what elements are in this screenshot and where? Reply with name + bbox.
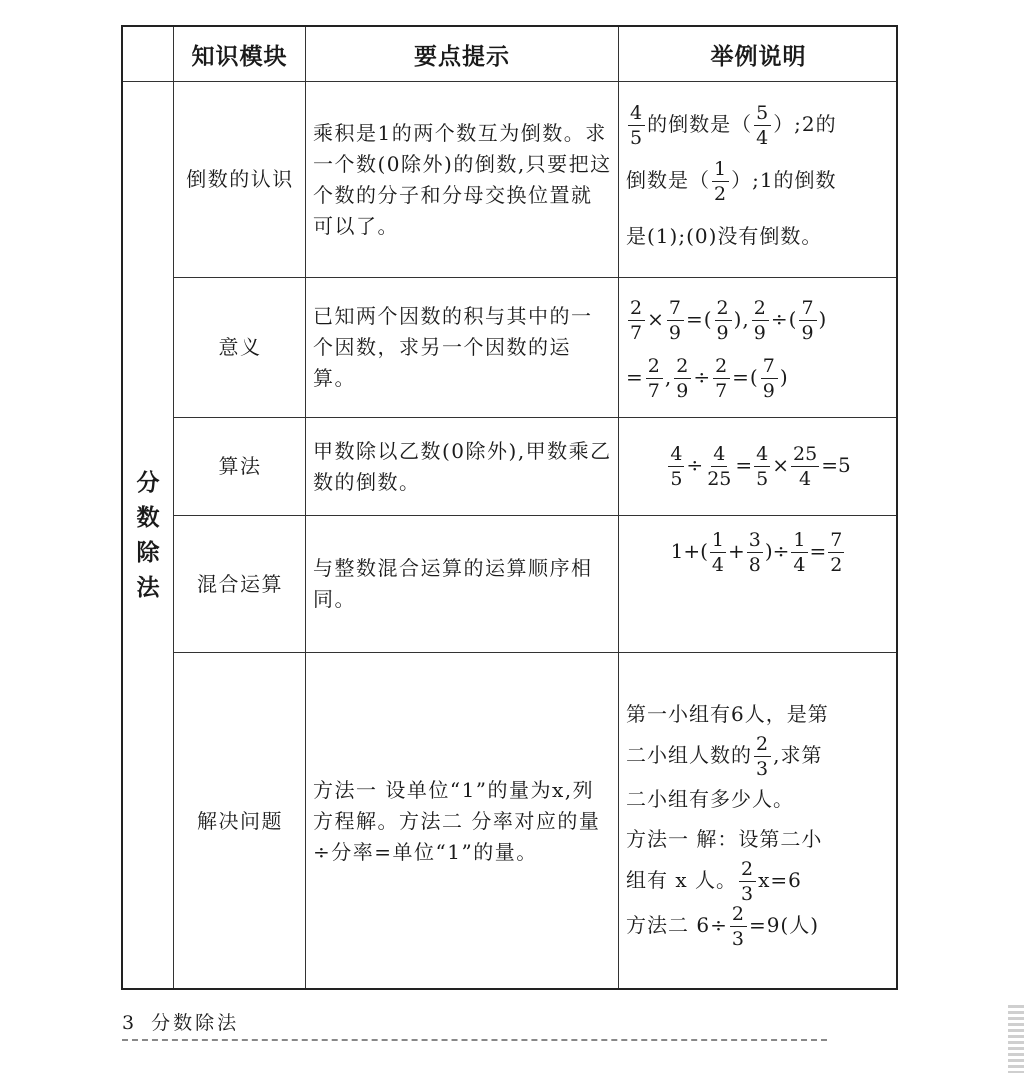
tip-reciprocal — [306, 82, 618, 277]
example-fragment: 是(1);(0)没有倒数。 — [626, 223, 823, 248]
example-meaning — [619, 278, 898, 417]
section-char: 除 — [136, 540, 160, 566]
fraction: $\frac{2}{7}$ — [647, 354, 661, 402]
page-number: 3 — [122, 1012, 138, 1034]
header-module: 知识模块 — [191, 43, 288, 70]
fraction: $\frac{2}{9}$ — [753, 296, 767, 344]
operator: ÷ — [686, 453, 704, 477]
operator: ÷ — [693, 364, 712, 389]
example-algorithm — [619, 418, 898, 515]
fraction: $\frac{2}{3}$ — [731, 903, 745, 950]
header-examples: 举例说明 — [710, 43, 807, 70]
module-label: 意义 — [218, 335, 262, 359]
example-fragment: 组有 x 人。 — [626, 868, 737, 892]
operator: ), — [733, 306, 750, 331]
example-line: 二小组有多少人。 — [626, 787, 794, 811]
example-fragment: 二小组人数的 — [626, 743, 752, 767]
fraction: $\frac{7}{9}$ — [762, 354, 776, 402]
module-meaning — [174, 278, 305, 417]
example-equation — [626, 290, 827, 406]
section-char: 分 — [136, 470, 160, 496]
page-edge-marks — [1008, 1005, 1024, 1073]
fraction: $\frac{2}{3}$ — [756, 733, 770, 780]
fraction: $\frac{3}{8}$ — [748, 529, 761, 576]
example-text — [626, 96, 837, 264]
operator: =( — [685, 306, 713, 331]
fraction: $\frac{25}{4}$ — [793, 443, 818, 490]
footer-divider — [122, 1039, 827, 1041]
module-label: 解决问题 — [197, 809, 283, 833]
operator: = — [735, 453, 753, 477]
operator: × — [647, 306, 665, 331]
module-label: 倒数的认识 — [186, 167, 294, 191]
header-blank — [123, 27, 173, 81]
example-text — [626, 694, 829, 949]
operator: ) — [779, 364, 789, 389]
fraction: $\frac{2}{7}$ — [715, 354, 729, 402]
tip-algorithm — [306, 418, 618, 515]
tip-text: 乘积是1的两个数互为倒数。求一个数(0除外)的倒数,只要把这个数的分子和分母交换位置就可以了。 — [313, 120, 612, 238]
example-fragment: x=6 — [758, 868, 802, 892]
example-line: 方法一 解：设第二小 — [626, 827, 823, 851]
operator: ÷( — [770, 306, 798, 331]
operator: = — [809, 539, 827, 563]
example-fragment: 方法二 6÷ — [626, 913, 728, 937]
example-fragment: 倒数是（ — [626, 167, 710, 192]
header-tips: 要点提示 — [414, 43, 510, 70]
section-char: 数 — [136, 505, 160, 531]
knowledge-table — [121, 25, 898, 990]
module-mixed — [174, 516, 305, 652]
module-label: 算法 — [218, 454, 262, 478]
example-fragment: =9(人) — [748, 913, 820, 937]
fraction: $\frac{4}{5}$ — [630, 101, 644, 149]
operator: =( — [732, 364, 759, 389]
example-line: 第一小组有6人，是第 — [626, 702, 829, 726]
tip-text: 甲数除以乙数(0除外),甲数乘乙数的倒数。 — [313, 438, 612, 494]
module-problem-solving — [174, 653, 305, 990]
fraction: $\frac{4}{25}$ — [707, 443, 732, 490]
operator: )÷ — [764, 539, 790, 563]
fraction: $\frac{7}{9}$ — [668, 296, 682, 344]
example-mixed — [619, 516, 898, 652]
fraction: $\frac{4}{5}$ — [670, 443, 683, 490]
fraction: $\frac{4}{5}$ — [756, 443, 769, 490]
module-label: 混合运算 — [197, 571, 283, 596]
tip-text: 方法一 设单位“1”的量为x,列方程解。方法二 分率对应的量÷分率=单位“1”的量。 — [313, 778, 601, 864]
fraction: $\frac{1}{2}$ — [714, 157, 728, 205]
section-label — [123, 82, 173, 990]
tip-text: 与整数混合运算的运算顺序相同。 — [313, 556, 593, 611]
operator: × — [772, 453, 789, 477]
tip-problem-solving — [306, 653, 618, 990]
fraction: $\frac{2}{7}$ — [630, 296, 644, 344]
operator: = — [626, 364, 644, 389]
fraction: $\frac{7}{9}$ — [801, 296, 815, 344]
operator: , — [664, 364, 673, 389]
fraction: $\frac{1}{4}$ — [793, 529, 806, 576]
chapter-title: 分数除法 — [151, 1012, 240, 1034]
operator: + — [728, 539, 745, 563]
example-fragment: ）;2的 — [773, 111, 837, 136]
fraction: $\frac{2}{9}$ — [676, 354, 690, 402]
example-problem-solving — [619, 653, 898, 990]
section-char: 法 — [136, 575, 160, 601]
example-fragment: ）;1的倒数 — [731, 167, 837, 192]
operator: =5 — [821, 453, 851, 477]
tip-meaning — [306, 278, 618, 417]
tip-mixed — [306, 516, 618, 652]
example-equation — [666, 444, 850, 489]
fraction: $\frac{5}{4}$ — [756, 101, 770, 149]
module-algorithm — [174, 418, 305, 515]
page-footer — [122, 1008, 239, 1035]
fraction: $\frac{1}{4}$ — [711, 529, 724, 576]
example-reciprocal — [619, 82, 898, 277]
example-equation — [671, 530, 847, 575]
example-fragment: ,求第 — [773, 743, 823, 767]
example-fragment: 的倒数是（ — [647, 111, 753, 136]
fraction: $\frac{7}{2}$ — [830, 529, 843, 576]
operator: 1+( — [670, 539, 708, 563]
tip-text: 已知两个因数的积与其中的一个因数，求另一个因数的运算。 — [313, 304, 593, 390]
operator: ) — [818, 306, 828, 331]
fraction: $\frac{2}{9}$ — [716, 296, 730, 344]
fraction: $\frac{2}{3}$ — [741, 858, 755, 905]
module-reciprocal — [174, 82, 305, 277]
